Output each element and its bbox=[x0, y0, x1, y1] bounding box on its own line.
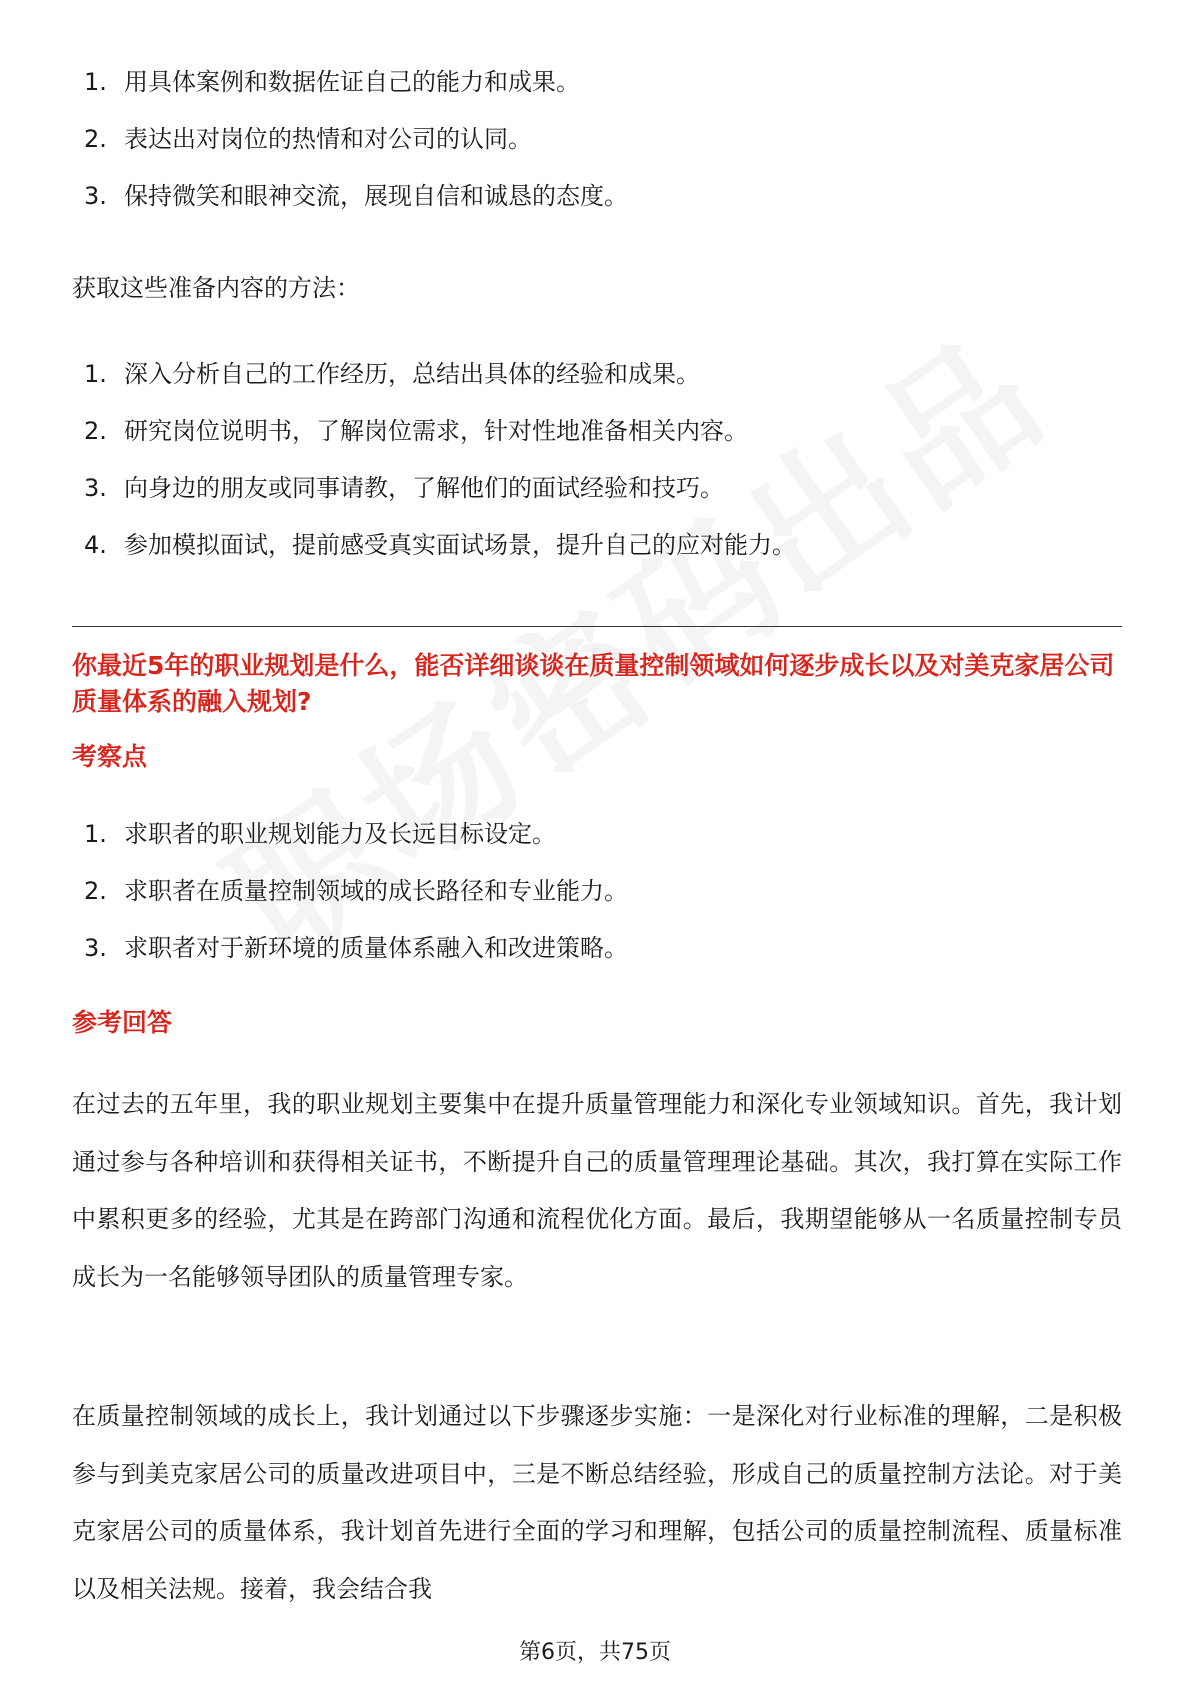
answer-paragraph: 在过去的五年里，我的职业规划主要集中在提升质量管理能力和深化专业领域知识。首先，我计划通过参与各种培训和获得相关证书，不断提升自己的质量管理理论基础。其次，我打算在实际工作中累积更多的经验，尤其是在跨部门沟通和流程优化方面。最后，我期望能够从一名质量控制专员成长为一名能够领导团队的质量管理专家。 bbox=[72, 1090, 1122, 1291]
list-number: 1. bbox=[84, 820, 107, 848]
methods-intro: 获取这些准备内容的方法： bbox=[72, 274, 360, 302]
page-footer: 第6页，共75页 bbox=[519, 1640, 671, 1665]
tips-list bbox=[72, 66, 628, 237]
list-item bbox=[72, 932, 628, 964]
list-text: 用具体案例和数据佐证自己的能力和成果。 bbox=[124, 68, 580, 96]
list-number: 1. bbox=[84, 68, 107, 96]
list-text: 参加模拟面试，提前感受真实面试场景，提升自己的应对能力。 bbox=[124, 531, 796, 559]
list-number: 3. bbox=[84, 474, 107, 502]
list-item bbox=[72, 875, 628, 907]
list-item bbox=[72, 472, 796, 504]
list-text: 向身边的朋友或同事请教，了解他们的面试经验和技巧。 bbox=[124, 474, 724, 502]
list-number: 2. bbox=[84, 125, 107, 153]
list-number: 3. bbox=[84, 182, 107, 210]
list-item bbox=[72, 123, 628, 155]
assessment-list bbox=[72, 818, 628, 989]
list-item bbox=[72, 529, 796, 561]
list-item bbox=[72, 180, 628, 212]
list-text: 求职者的职业规划能力及长远目标设定。 bbox=[124, 820, 556, 848]
assessment-heading: 考察点 bbox=[72, 742, 148, 771]
methods-list bbox=[72, 358, 796, 586]
list-text: 保持微笑和眼神交流，展现自信和诚恳的态度。 bbox=[124, 182, 628, 210]
list-item bbox=[72, 66, 628, 98]
answer-heading: 参考回答 bbox=[72, 1008, 173, 1037]
list-text: 求职者在质量控制领域的成长路径和专业能力。 bbox=[124, 877, 628, 905]
section-divider bbox=[72, 626, 1122, 627]
list-item bbox=[72, 818, 628, 850]
list-number: 2. bbox=[84, 417, 107, 445]
list-number: 3. bbox=[84, 934, 107, 962]
list-text: 深入分析自己的工作经历，总结出具体的经验和成果。 bbox=[124, 360, 700, 388]
interview-question: 你最近5年的职业规划是什么，能否详细谈谈在质量控制领域如何逐步成长以及对美克家居公司质量体系的融入规划? bbox=[72, 651, 1115, 716]
list-item bbox=[72, 358, 796, 390]
list-text: 求职者对于新环境的质量体系融入和改进策略。 bbox=[124, 934, 628, 962]
list-number: 1. bbox=[84, 360, 107, 388]
list-text: 研究岗位说明书，了解岗位需求，针对性地准备相关内容。 bbox=[124, 417, 748, 445]
list-text: 表达出对岗位的热情和对公司的认同。 bbox=[124, 125, 532, 153]
list-number: 4. bbox=[84, 531, 107, 559]
answer-paragraph: 在质量控制领域的成长上，我计划通过以下步骤逐步实施：一是深化对行业标准的理解，二是积极参与到美克家居公司的质量改进项目中，三是不断总结经验，形成自己的质量控制方法论。对于美克家居公司的质量体系，我计划首先进行全面的学习和理解，包括公司的质量控制流程、质量标准以及相关法规。接着，我会结合我 bbox=[72, 1402, 1122, 1603]
list-number: 2. bbox=[84, 877, 107, 905]
list-item bbox=[72, 415, 796, 447]
